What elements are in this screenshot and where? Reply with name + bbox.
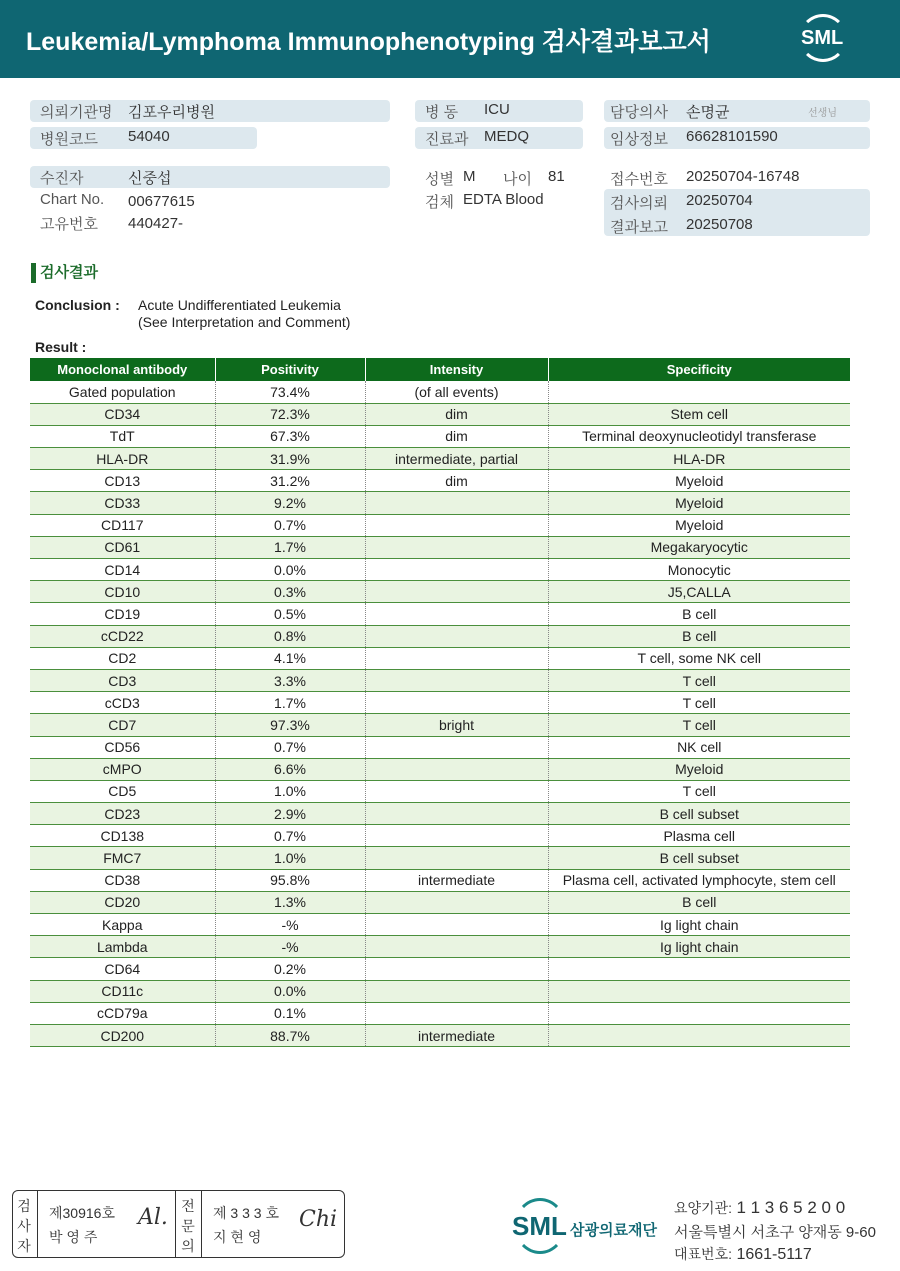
report-header	[0, 0, 900, 78]
dept-label: 진료과	[425, 131, 469, 148]
cell-antibody: CD56	[30, 736, 215, 758]
cell-specificity: B cell	[548, 603, 850, 625]
table-row	[30, 869, 850, 891]
cell-positivity: 73.4%	[215, 381, 365, 403]
sex-label: 성별	[425, 171, 454, 188]
conclusion-line-1: Acute Undifferentiated Leukemia	[138, 297, 341, 313]
id-value: 440427-	[128, 215, 184, 232]
cell-intensity	[365, 669, 548, 691]
cell-intensity	[365, 536, 548, 558]
cell-positivity: 31.2%	[215, 470, 365, 492]
cell-antibody: FMC7	[30, 847, 215, 869]
report-value: 20250708	[686, 216, 753, 233]
patient-value: 신중섭	[128, 170, 172, 187]
age-value: 81	[548, 168, 565, 185]
cell-specificity: Terminal deoxynucleotidyl transferase	[548, 425, 850, 447]
table-row	[30, 780, 850, 802]
table-row	[30, 825, 850, 847]
hospital-label: 의뢰기관명	[40, 104, 113, 121]
cell-antibody: cCD3	[30, 692, 215, 714]
cell-intensity	[365, 603, 548, 625]
cell-intensity	[365, 958, 548, 980]
cell-antibody: CD11c	[30, 980, 215, 1002]
cell-positivity: 1.7%	[215, 536, 365, 558]
cell-antibody: CD2	[30, 647, 215, 669]
specimen-value: EDTA Blood	[463, 191, 544, 208]
cell-antibody: cCD22	[30, 625, 215, 647]
cell-specificity	[548, 980, 850, 1002]
phone: 대표번호: 1661-5117	[674, 1246, 812, 1263]
receipt-value: 20250704-16748	[686, 168, 800, 185]
code-label: 병원코드	[40, 131, 98, 148]
cell-specificity: Megakaryocytic	[548, 536, 850, 558]
cell-antibody: CD5	[30, 780, 215, 802]
cell-antibody: TdT	[30, 425, 215, 447]
header-antibody: Monoclonal antibody	[30, 358, 215, 381]
cell-intensity	[365, 825, 548, 847]
header-specificity: Specificity	[548, 358, 850, 381]
cell-antibody: CD19	[30, 603, 215, 625]
cell-positivity: 0.5%	[215, 603, 365, 625]
report-label: 결과보고	[610, 219, 668, 236]
cell-positivity: 1.7%	[215, 692, 365, 714]
cell-intensity	[365, 980, 548, 1002]
cell-intensity	[365, 514, 548, 536]
signature-box	[12, 1190, 345, 1258]
cell-antibody: Gated population	[30, 381, 215, 403]
table-row	[30, 381, 850, 403]
cell-antibody: CD61	[30, 536, 215, 558]
cell-intensity	[365, 1002, 548, 1024]
id-label: 고유번호	[40, 216, 98, 233]
table-header-row	[30, 358, 850, 381]
table-row	[30, 470, 850, 492]
cell-positivity: 0.7%	[215, 514, 365, 536]
table-row	[30, 425, 850, 447]
chart-value: 00677615	[128, 193, 195, 210]
table-row	[30, 736, 850, 758]
cell-antibody: CD64	[30, 958, 215, 980]
cell-antibody: Kappa	[30, 914, 215, 936]
cell-antibody: CD138	[30, 825, 215, 847]
patient-label: 수진자	[40, 170, 84, 187]
cell-specificity: Plasma cell, activated lymphocyte, stem cell	[548, 869, 850, 891]
cell-intensity	[365, 936, 548, 958]
doctor-suffix: 선생님	[808, 108, 837, 119]
cell-specificity: HLA-DR	[548, 448, 850, 470]
chart-label: Chart No.	[40, 191, 105, 208]
cell-intensity	[365, 492, 548, 514]
table-row	[30, 1024, 850, 1046]
table-row	[30, 803, 850, 825]
cell-positivity: -%	[215, 914, 365, 936]
cell-positivity: 0.0%	[215, 980, 365, 1002]
cell-antibody: CD23	[30, 803, 215, 825]
cell-intensity: dim	[365, 425, 548, 447]
cell-specificity	[548, 381, 850, 403]
cell-specificity: Myeloid	[548, 514, 850, 536]
cell-specificity: Ig light chain	[548, 914, 850, 936]
cell-antibody: CD34	[30, 403, 215, 425]
cell-positivity: 2.9%	[215, 803, 365, 825]
cell-specificity: Myeloid	[548, 492, 850, 514]
cell-positivity: 0.8%	[215, 625, 365, 647]
cell-positivity: 1.3%	[215, 891, 365, 913]
ward-label: 병 동	[425, 104, 459, 121]
cell-intensity	[365, 758, 548, 780]
cell-positivity: -%	[215, 936, 365, 958]
footer-logo: SML 삼광의료재단	[510, 1198, 670, 1258]
header-intensity: Intensity	[365, 358, 548, 381]
cell-specificity: T cell	[548, 714, 850, 736]
cell-specificity: T cell	[548, 780, 850, 802]
cell-positivity: 1.0%	[215, 847, 365, 869]
table-row	[30, 647, 850, 669]
sex-value: M	[463, 168, 476, 185]
cell-intensity	[365, 847, 548, 869]
clinical-value: 66628101590	[686, 128, 778, 145]
cell-antibody: CD117	[30, 514, 215, 536]
request-value: 20250704	[686, 192, 753, 209]
cell-positivity: 97.3%	[215, 714, 365, 736]
cell-positivity: 0.3%	[215, 581, 365, 603]
org-name: 삼광의료재단	[570, 1222, 657, 1239]
institution-code: 요양기관: 1 1 3 6 5 2 0 0	[674, 1198, 846, 1217]
table-row	[30, 958, 850, 980]
cell-intensity	[365, 625, 548, 647]
table-row	[30, 492, 850, 514]
table-row	[30, 891, 850, 913]
cell-positivity: 0.7%	[215, 736, 365, 758]
cell-specificity: B cell subset	[548, 847, 850, 869]
specialist-name: 지 현 영	[213, 1229, 262, 1245]
cell-antibody: CD20	[30, 891, 215, 913]
cell-specificity: Myeloid	[548, 470, 850, 492]
table-row	[30, 980, 850, 1002]
cell-antibody: CD200	[30, 1024, 215, 1046]
cell-intensity	[365, 559, 548, 581]
cell-positivity: 31.9%	[215, 448, 365, 470]
table-row	[30, 625, 850, 647]
request-label: 검사의뢰	[610, 195, 668, 212]
cell-antibody: cMPO	[30, 758, 215, 780]
specimen-label: 검체	[425, 194, 454, 211]
section-title: 검사결과	[31, 263, 98, 283]
code-value: 54040	[128, 128, 170, 145]
conclusion-line-2: (See Interpretation and Comment)	[138, 314, 351, 330]
tech-name: 박 영 주	[49, 1229, 98, 1245]
table-row	[30, 536, 850, 558]
table-row	[30, 514, 850, 536]
cell-specificity	[548, 958, 850, 980]
cell-specificity: NK cell	[548, 736, 850, 758]
cell-intensity	[365, 780, 548, 802]
cell-intensity: dim	[365, 470, 548, 492]
table-row	[30, 581, 850, 603]
tech-license: 제30916호	[49, 1205, 115, 1221]
cell-specificity: Plasma cell	[548, 825, 850, 847]
cell-antibody: CD33	[30, 492, 215, 514]
clinical-label: 임상정보	[610, 131, 668, 148]
cell-specificity	[548, 1024, 850, 1046]
table-row	[30, 1002, 850, 1024]
address: 서울특별시 서초구 양재동 9-60	[674, 1224, 876, 1241]
cell-specificity: Stem cell	[548, 403, 850, 425]
cell-specificity: T cell, some NK cell	[548, 647, 850, 669]
cell-specificity	[548, 1002, 850, 1024]
cell-intensity	[365, 647, 548, 669]
cell-positivity: 1.0%	[215, 780, 365, 802]
cell-intensity: intermediate	[365, 869, 548, 891]
table-row	[30, 847, 850, 869]
ward-value: ICU	[484, 101, 510, 118]
cell-positivity: 72.3%	[215, 403, 365, 425]
cell-intensity: (of all events)	[365, 381, 548, 403]
cell-antibody: Lambda	[30, 936, 215, 958]
cell-intensity	[365, 803, 548, 825]
table-row	[30, 603, 850, 625]
cell-intensity: dim	[365, 403, 548, 425]
age-label: 나이	[503, 171, 532, 188]
cell-positivity: 0.2%	[215, 958, 365, 980]
cell-specificity: B cell subset	[548, 803, 850, 825]
cell-intensity	[365, 914, 548, 936]
cell-positivity: 0.1%	[215, 1002, 365, 1024]
table-row	[30, 692, 850, 714]
cell-specificity: T cell	[548, 669, 850, 691]
cell-positivity: 88.7%	[215, 1024, 365, 1046]
tech-label: 검 사 자	[17, 1198, 31, 1254]
cell-antibody: CD10	[30, 581, 215, 603]
result-label: Result :	[35, 339, 87, 355]
cell-positivity: 0.0%	[215, 559, 365, 581]
table-row	[30, 448, 850, 470]
table-row	[30, 936, 850, 958]
header-positivity: Positivity	[215, 358, 365, 381]
table-row	[30, 403, 850, 425]
report-title: Leukemia/Lymphoma Immunophenotyping 검사결과보고서	[26, 28, 711, 56]
cell-positivity: 0.7%	[215, 825, 365, 847]
cell-antibody: CD38	[30, 869, 215, 891]
specialist-signature: Chi	[299, 1207, 338, 1232]
cell-antibody: cCD79a	[30, 1002, 215, 1024]
cell-specificity: B cell	[548, 625, 850, 647]
cell-positivity: 9.2%	[215, 492, 365, 514]
cell-antibody: HLA-DR	[30, 448, 215, 470]
cell-specificity: T cell	[548, 692, 850, 714]
cell-intensity	[365, 736, 548, 758]
tech-signature: Al.	[138, 1205, 168, 1230]
cell-intensity	[365, 581, 548, 603]
cell-antibody: CD3	[30, 669, 215, 691]
table-row	[30, 914, 850, 936]
conclusion-label: Conclusion :	[35, 297, 120, 313]
receipt-label: 접수번호	[610, 171, 668, 188]
cell-antibody: CD13	[30, 470, 215, 492]
cell-intensity: intermediate	[365, 1024, 548, 1046]
specialist-license: 제 3 3 3 호	[213, 1205, 279, 1221]
sml-logo: SML	[795, 14, 851, 64]
cell-intensity	[365, 692, 548, 714]
cell-specificity: J5,CALLA	[548, 581, 850, 603]
cell-intensity: bright	[365, 714, 548, 736]
table-row	[30, 559, 850, 581]
cell-positivity: 6.6%	[215, 758, 365, 780]
dept-value: MEDQ	[484, 128, 529, 145]
cell-specificity: Monocytic	[548, 559, 850, 581]
hospital-value: 김포우리병원	[128, 104, 215, 121]
cell-antibody: CD14	[30, 559, 215, 581]
table-row	[30, 714, 850, 736]
doctor-value: 손명균	[686, 104, 730, 121]
cell-positivity: 67.3%	[215, 425, 365, 447]
doctor-label: 담당의사	[610, 104, 668, 121]
table-row	[30, 669, 850, 691]
table-row	[30, 758, 850, 780]
results-table	[30, 358, 850, 1047]
cell-intensity: intermediate, partial	[365, 448, 548, 470]
cell-antibody: CD7	[30, 714, 215, 736]
cell-positivity: 4.1%	[215, 647, 365, 669]
cell-intensity	[365, 891, 548, 913]
cell-positivity: 95.8%	[215, 869, 365, 891]
cell-specificity: Ig light chain	[548, 936, 850, 958]
cell-specificity: Myeloid	[548, 758, 850, 780]
cell-specificity: B cell	[548, 891, 850, 913]
specialist-label: 전 문 의	[181, 1198, 195, 1254]
cell-positivity: 3.3%	[215, 669, 365, 691]
